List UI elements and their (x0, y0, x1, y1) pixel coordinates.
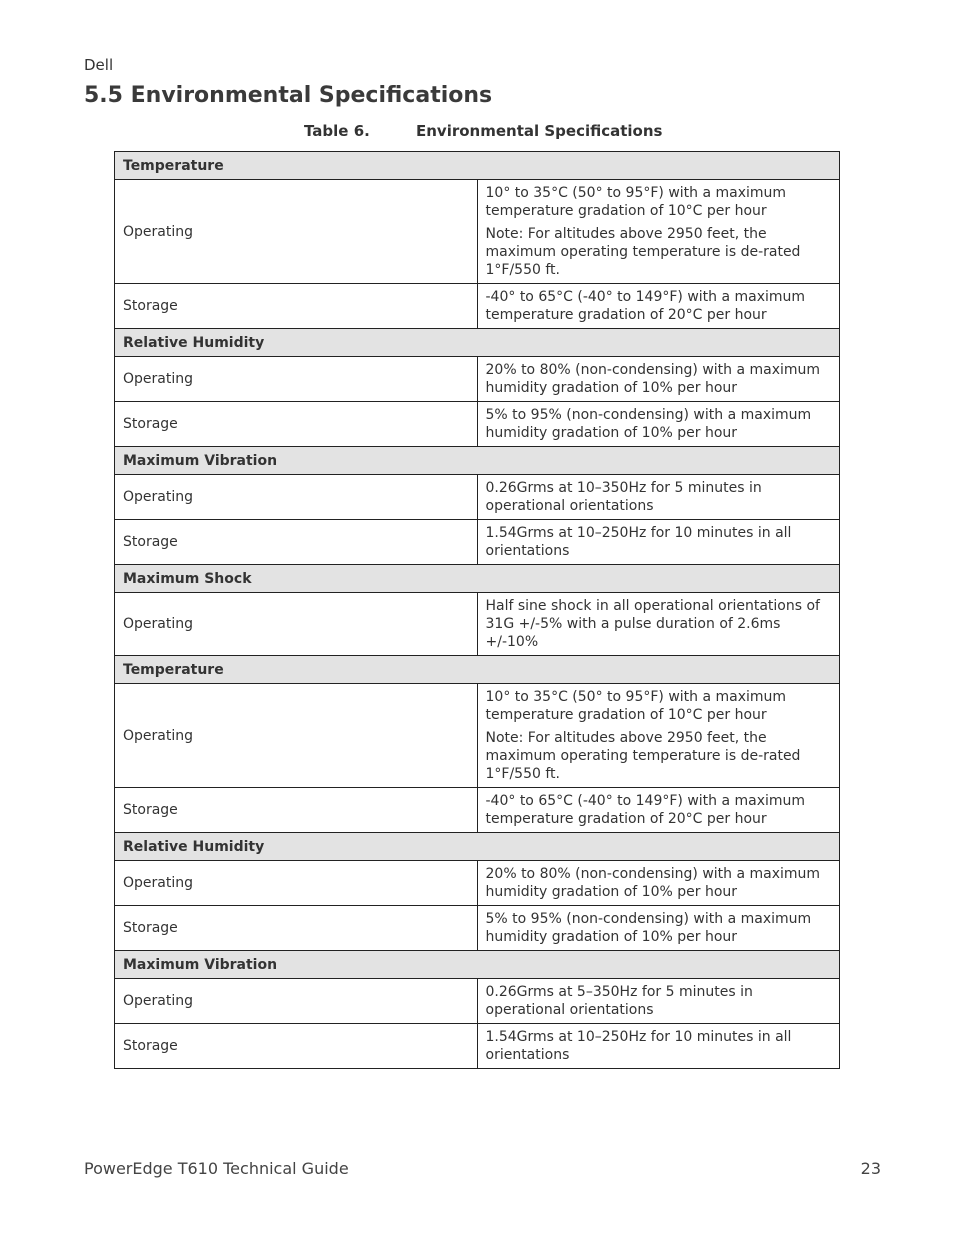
spec-row (115, 520, 840, 565)
header-company: Dell (84, 56, 114, 74)
spec-value-text: 0.26Grms at 10–350Hz for 5 minutes in operational orientations (485, 480, 762, 514)
spec-value-text: 1.54Grms at 10–250Hz for 10 minutes in all orientations (485, 1029, 792, 1063)
section-title: 5.5 Environmental Specifications (84, 83, 493, 108)
category-header: Temperature (115, 656, 840, 684)
spec-row (115, 684, 840, 788)
spec-value-text: Half sine shock in all operational orientations of 31G +/-5% with a pulse duration of 2.6ms +/-10% (485, 598, 820, 650)
footer-doc-title: PowerEdge T610 Technical Guide (84, 1159, 349, 1178)
spec-value (477, 402, 840, 447)
spec-value-text: 10° to 35°C (50° to 95°F) with a maximum temperature gradation of 10°C per hour (485, 689, 787, 723)
spec-value (477, 684, 840, 788)
spec-row (115, 979, 840, 1024)
spec-value-text: 1.54Grms at 10–250Hz for 10 minutes in all orientations (485, 525, 792, 559)
spec-label: Storage (115, 906, 478, 951)
category-row (115, 329, 840, 357)
spec-value-text: 10° to 35°C (50° to 95°F) with a maximum temperature gradation of 10°C per hour (485, 185, 787, 219)
spec-value (477, 906, 840, 951)
spec-label: Operating (115, 979, 478, 1024)
spec-label: Operating (115, 593, 478, 656)
spec-row (115, 357, 840, 402)
category-row (115, 833, 840, 861)
table-caption-number: Table 6. (304, 122, 370, 140)
spec-value (477, 475, 840, 520)
spec-label: Operating (115, 357, 478, 402)
spec-value (477, 1024, 840, 1069)
spec-value-text: 20% to 80% (non-condensing) with a maximum humidity gradation of 10% per hour (485, 362, 821, 396)
spec-label: Storage (115, 402, 478, 447)
spec-row (115, 1024, 840, 1069)
spec-value-text: -40° to 65°C (-40° to 149°F) with a maximum temperature gradation of 20°C per hour (485, 289, 806, 323)
category-row (115, 565, 840, 593)
spec-value (477, 180, 840, 284)
table-caption (304, 122, 662, 140)
category-row (115, 656, 840, 684)
spec-row (115, 906, 840, 951)
category-header: Maximum Vibration (115, 447, 840, 475)
spec-value-text: 20% to 80% (non-condensing) with a maximum humidity gradation of 10% per hour (485, 866, 821, 900)
spec-value-text: Note: For altitudes above 2950 feet, the maximum operating temperature is de-rated 1°F/550 ft. (485, 226, 801, 278)
spec-row (115, 593, 840, 656)
spec-row (115, 475, 840, 520)
spec-value-text: 0.26Grms at 5–350Hz for 5 minutes in operational orientations (485, 984, 753, 1018)
environmental-spec-table (114, 151, 840, 1069)
category-header: Temperature (115, 152, 840, 180)
spec-label: Operating (115, 180, 478, 284)
spec-label: Operating (115, 861, 478, 906)
spec-value-text: Note: For altitudes above 2950 feet, the maximum operating temperature is de-rated 1°F/550 ft. (485, 730, 801, 782)
spec-row (115, 284, 840, 329)
spec-label: Storage (115, 788, 478, 833)
spec-value-text: 5% to 95% (non-condensing) with a maximum humidity gradation of 10% per hour (485, 407, 812, 441)
spec-value (477, 520, 840, 565)
spec-row (115, 180, 840, 284)
spec-label: Storage (115, 520, 478, 565)
spec-value-text: -40° to 65°C (-40° to 149°F) with a maximum temperature gradation of 20°C per hour (485, 793, 806, 827)
spec-value (477, 284, 840, 329)
spec-label: Operating (115, 684, 478, 788)
spec-value (477, 593, 840, 656)
category-row (115, 152, 840, 180)
spec-row (115, 861, 840, 906)
spec-row (115, 402, 840, 447)
spec-value (477, 979, 840, 1024)
spec-label: Storage (115, 1024, 478, 1069)
spec-label: Operating (115, 475, 478, 520)
footer-page-number: 23 (860, 1159, 881, 1178)
spec-row (115, 788, 840, 833)
category-row (115, 447, 840, 475)
category-header: Relative Humidity (115, 833, 840, 861)
spec-value (477, 788, 840, 833)
category-header: Maximum Shock (115, 565, 840, 593)
category-header: Relative Humidity (115, 329, 840, 357)
spec-value (477, 357, 840, 402)
category-row (115, 951, 840, 979)
category-header: Maximum Vibration (115, 951, 840, 979)
spec-label: Storage (115, 284, 478, 329)
spec-value (477, 861, 840, 906)
table-caption-title: Environmental Specifications (416, 122, 663, 140)
spec-value-text: 5% to 95% (non-condensing) with a maximum humidity gradation of 10% per hour (485, 911, 812, 945)
